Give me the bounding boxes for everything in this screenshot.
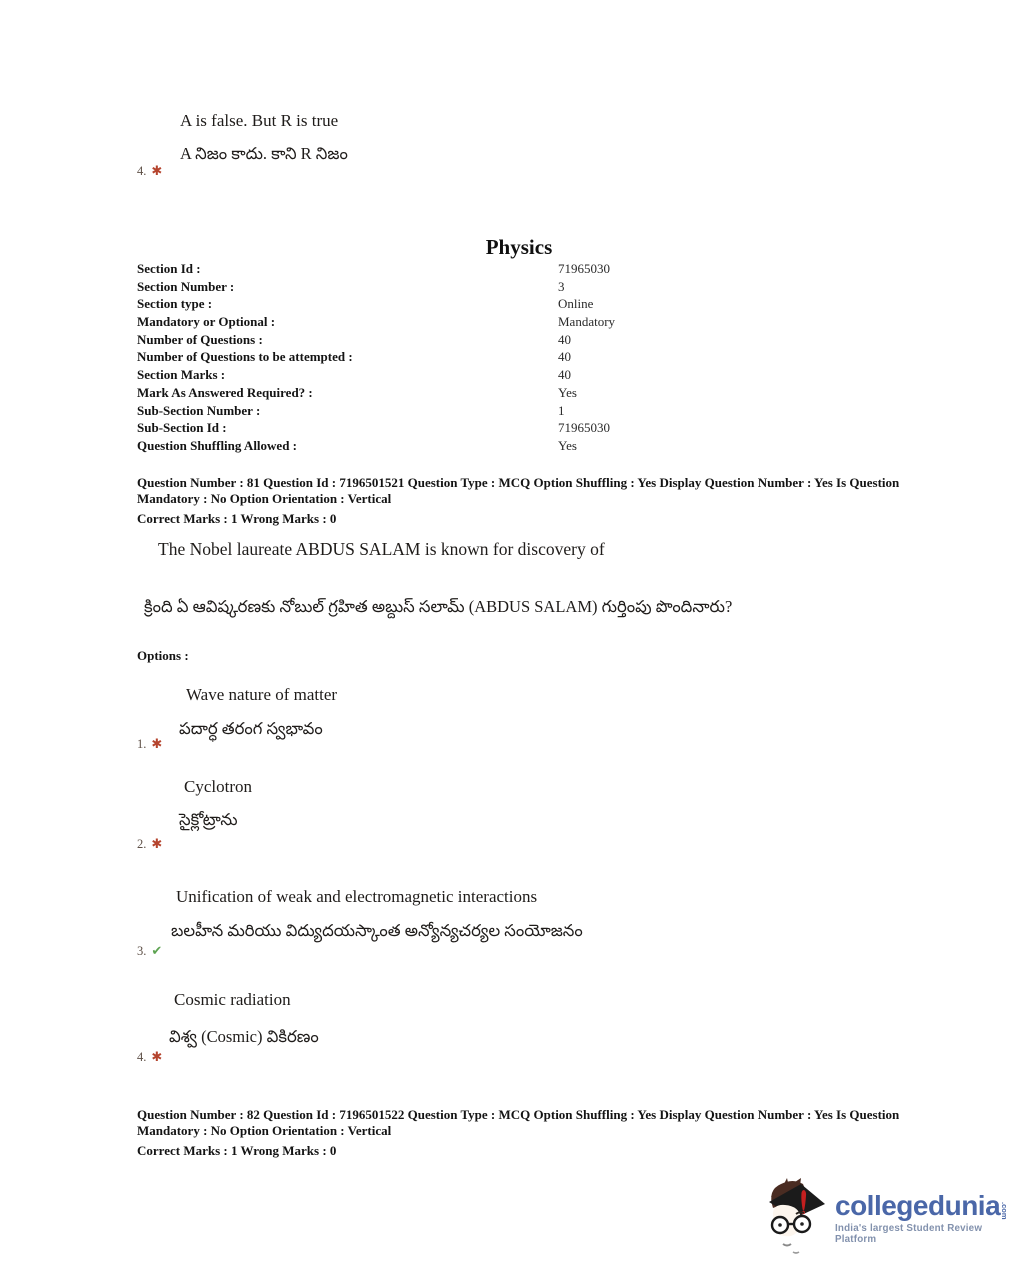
collegedunia-mascot-icon	[763, 1174, 829, 1261]
brand-text-block	[835, 1192, 1025, 1245]
option-number: 4.	[137, 164, 147, 178]
wrong-mark-icon: ✱	[151, 164, 163, 179]
wrong-mark-icon: ✱	[151, 837, 163, 852]
option-number: 3.	[137, 944, 147, 958]
detail-value: 40	[558, 349, 571, 365]
question-81-meta	[137, 475, 917, 527]
detail-label: Section Id :	[137, 261, 201, 276]
table-row	[137, 314, 917, 332]
option-1-text-te: పదార్ధ తరంగ స్వభావం	[179, 719, 323, 738]
brand-tagline: India's largest Student Review Platform	[835, 1223, 983, 1245]
detail-label: Number of Questions :	[137, 331, 263, 347]
option-2-text-te: సైక్లోట్రాను	[179, 810, 238, 829]
meta-line-1: Question Number : 81 Question Id : 7196501521 Question Type : MCQ Option Shuffling : Yes Display Question Number : Yes Is Question Mandatory : No Option Orientation : Vertical	[137, 475, 900, 506]
options-label: Options :	[137, 648, 189, 663]
option-4-marker	[137, 1050, 162, 1065]
option-4-text-en: Cosmic radiation	[174, 990, 291, 1009]
option-number: 4.	[137, 1050, 147, 1064]
detail-value: 71965030	[558, 420, 610, 436]
detail-label: Mandatory or Optional :	[137, 314, 276, 330]
meta-line-2: Correct Marks : 1 Wrong Marks : 0	[137, 511, 337, 526]
detail-value: 40	[558, 331, 571, 347]
option-3-text-te: బలహీన మరియు విద్యుదయస్కాంత అన్యోన్యచర్యల సంయోజనం	[171, 921, 583, 940]
wrong-mark-icon: ✱	[151, 737, 163, 752]
detail-label: Section Marks :	[137, 367, 226, 383]
option-number: 1.	[137, 737, 147, 751]
option-1-text-en: Wave nature of matter	[186, 685, 338, 704]
wrong-mark-icon: ✱	[151, 1050, 163, 1065]
option-2-text-en: Cyclotron	[184, 777, 252, 796]
detail-label: Question Shuffling Allowed :	[137, 437, 298, 453]
table-row	[137, 279, 917, 297]
table-row	[137, 403, 917, 421]
question-82-meta	[137, 1107, 917, 1159]
detail-value: Mandatory	[558, 314, 616, 330]
table-row	[137, 332, 917, 350]
detail-label: Mark As Answered Required? :	[137, 384, 313, 400]
detail-value: 3	[558, 278, 565, 294]
detail-label: Sub-Section Id :	[137, 420, 227, 436]
detail-label: Sub-Section Number :	[137, 402, 261, 418]
section-title: Physics	[485, 235, 553, 259]
option-4-text-te: విశ్వ (Cosmic) వికిరణం	[169, 1027, 319, 1046]
option-3-marker	[137, 944, 162, 959]
detail-value: 1	[558, 402, 565, 418]
prev-option-text-te: A నిజం కాదు. కాని R నిజం	[180, 144, 348, 163]
detail-value: Yes	[558, 437, 577, 453]
detail-value: Yes	[558, 384, 577, 400]
option-1-marker	[137, 737, 162, 752]
detail-label: Section type :	[137, 296, 213, 312]
meta-line-1: Question Number : 82 Question Id : 7196501522 Question Type : MCQ Option Shuffling : Yes Display Question Number : Yes Is Question Mandatory : No Option Orientation : Vertical	[137, 1107, 900, 1138]
table-row	[137, 349, 917, 367]
detail-label: Number of Questions to be attempted :	[137, 349, 353, 365]
section-details-table	[137, 261, 917, 456]
correct-mark-icon: ✔	[151, 944, 163, 959]
detail-value: 40	[558, 367, 571, 383]
option-2-marker	[137, 837, 162, 852]
question-81-text-te: క్రింది ఏ ఆవిష్కరణకు నోబుల్ గ్రహిత అబ్దుస్ సలామ్ (ABDUS SALAM) గుర్తింపు పొందినారు?	[144, 597, 733, 616]
option-number: 2.	[137, 837, 147, 851]
table-row	[137, 420, 917, 438]
table-row	[137, 385, 917, 403]
detail-label: Section Number :	[137, 278, 235, 294]
brand-logo	[763, 1174, 1025, 1261]
table-row	[137, 438, 917, 456]
brand-suffix: .com	[1000, 1202, 1010, 1220]
question-81-text-en: The Nobel laureate ABDUS SALAM is known for discovery of	[158, 539, 605, 559]
meta-line-2: Correct Marks : 1 Wrong Marks : 0	[137, 1143, 337, 1158]
prev-option-marker	[137, 164, 162, 179]
prev-option-text-en: A is false. But R is true	[180, 111, 339, 130]
detail-value: Online	[558, 296, 594, 312]
detail-value: 71965030	[558, 261, 610, 276]
table-row	[137, 296, 917, 314]
table-row	[137, 261, 917, 279]
option-3-text-en: Unification of weak and electromagnetic interactions	[176, 887, 538, 906]
table-row	[137, 367, 917, 385]
brand-name: collegedunia	[835, 1190, 1001, 1221]
